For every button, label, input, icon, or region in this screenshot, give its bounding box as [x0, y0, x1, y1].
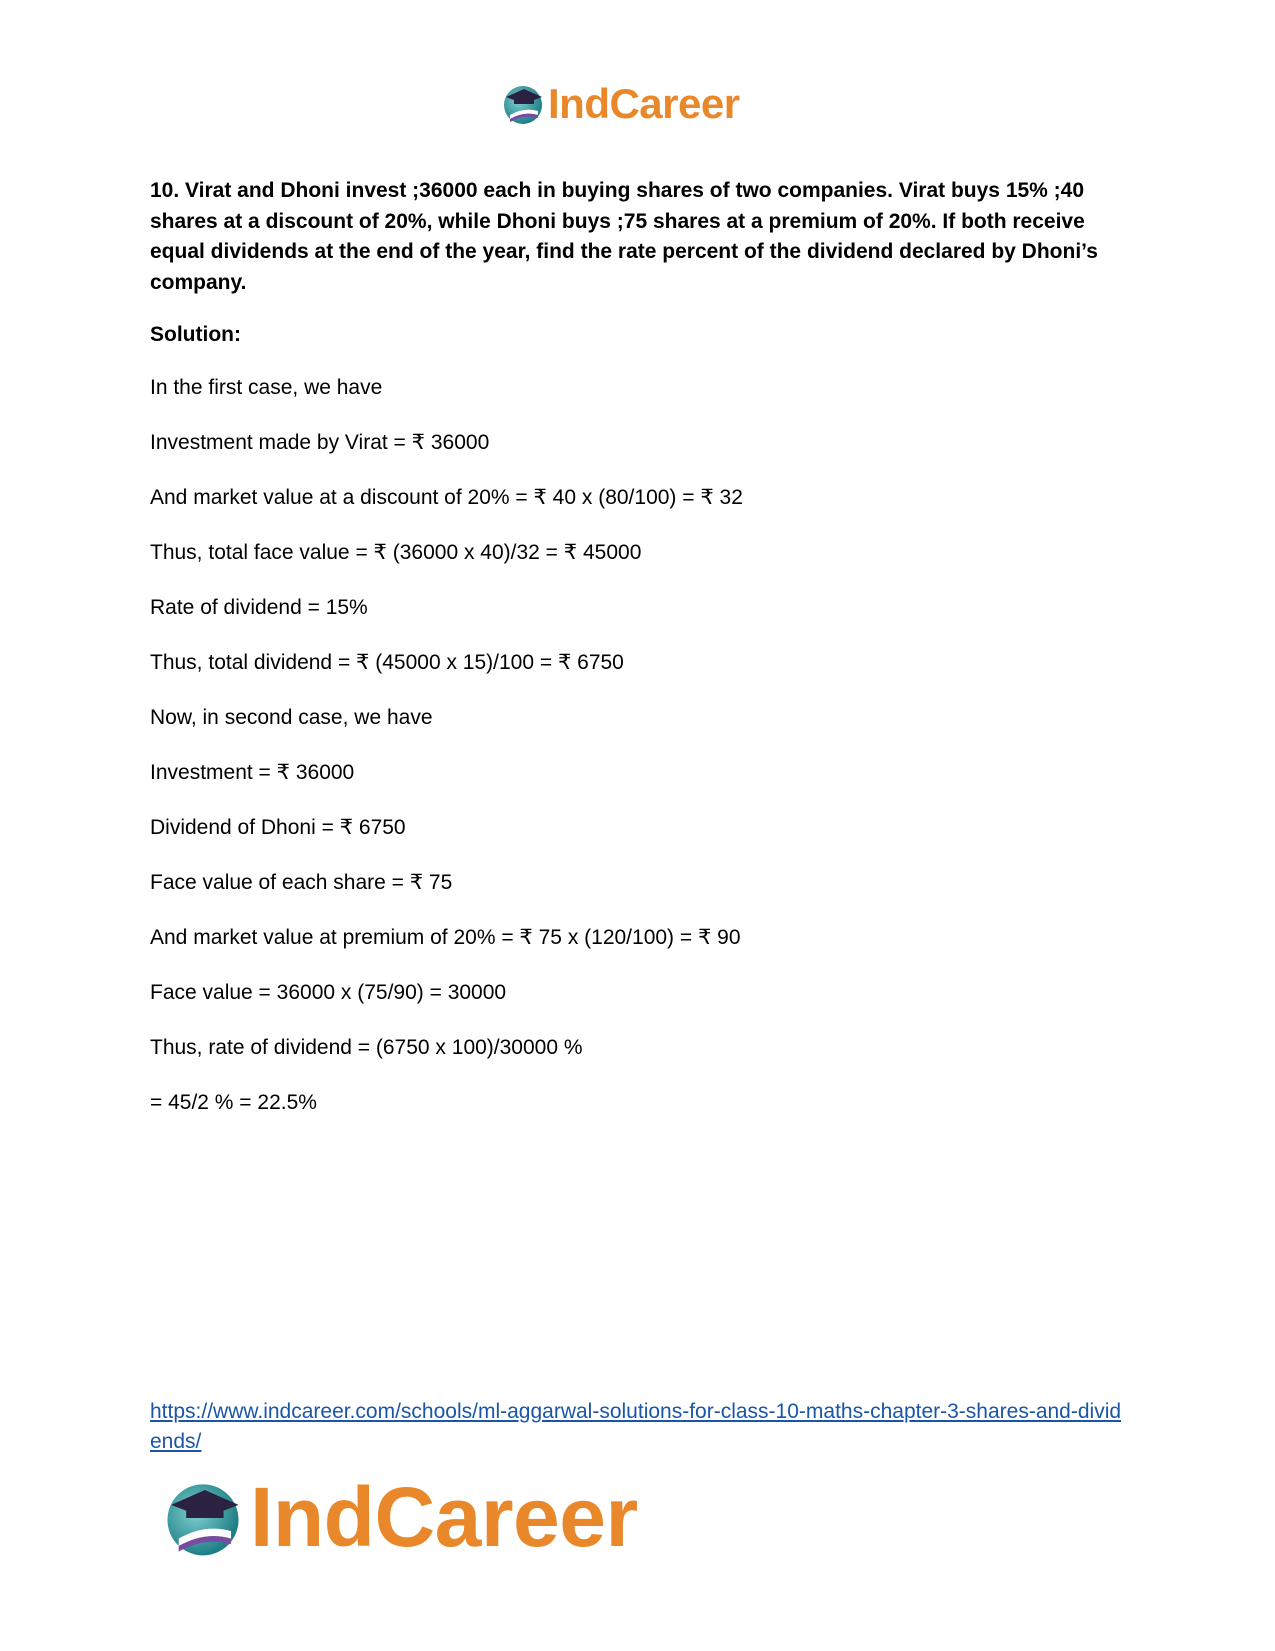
solution-line: Thus, rate of dividend = (6750 x 100)/30000 %: [150, 1036, 583, 1059]
solution-line: Rate of dividend = 15%: [150, 596, 368, 619]
graduation-cap-globe-icon: [160, 1475, 246, 1561]
solution-line: And market value at premium of 20% = ₹ 75 x (120/100) = ₹ 90: [150, 926, 741, 949]
solution-line: Investment made by Virat = ₹ 36000: [150, 431, 490, 454]
solution-line: Now, in second case, we have: [150, 706, 433, 729]
logo-wordmark: IndCareer: [548, 80, 740, 127]
header-logo: [500, 80, 780, 128]
source-link[interactable]: https://www.indcareer.com/schools/ml-aggarwal-solutions-for-class-10-maths-chapter-3-shares-and-dividends/: [150, 1400, 1122, 1453]
footer-logo: [160, 1470, 720, 1565]
solution-line: = 45/2 % = 22.5%: [150, 1091, 317, 1114]
solution-line: Dividend of Dhoni = ₹ 6750: [150, 816, 406, 839]
logo-wordmark: IndCareer: [250, 1470, 638, 1564]
solution-line: Investment = ₹ 36000: [150, 761, 355, 784]
solution-heading: Solution:: [150, 323, 241, 346]
graduation-cap-globe-icon: [500, 81, 546, 127]
solution-line: Thus, total face value = ₹ (36000 x 40)/32 = ₹ 45000: [150, 541, 642, 564]
question-text: 10. Virat and Dhoni invest ;36000 each in buying shares of two companies. Virat buys 15% ;40 shares at a discount of 20%, while Dhoni buys ;75 shares at a premium of 20%. If both receive equal dividends at the end of the year, find the rate percent of the dividend declared by Dhoni’s company.: [150, 179, 1098, 294]
solution-line: Face value = 36000 x (75/90) = 30000: [150, 981, 507, 1004]
solution-line: In the first case, we have: [150, 376, 383, 399]
solution-line: And market value at a discount of 20% = ₹ 40 x (80/100) = ₹ 32: [150, 486, 743, 509]
solution-line: Face value of each share = ₹ 75: [150, 871, 453, 894]
solution-line: Thus, total dividend = ₹ (45000 x 15)/100 = ₹ 6750: [150, 651, 624, 674]
document-body: [150, 176, 1130, 1143]
